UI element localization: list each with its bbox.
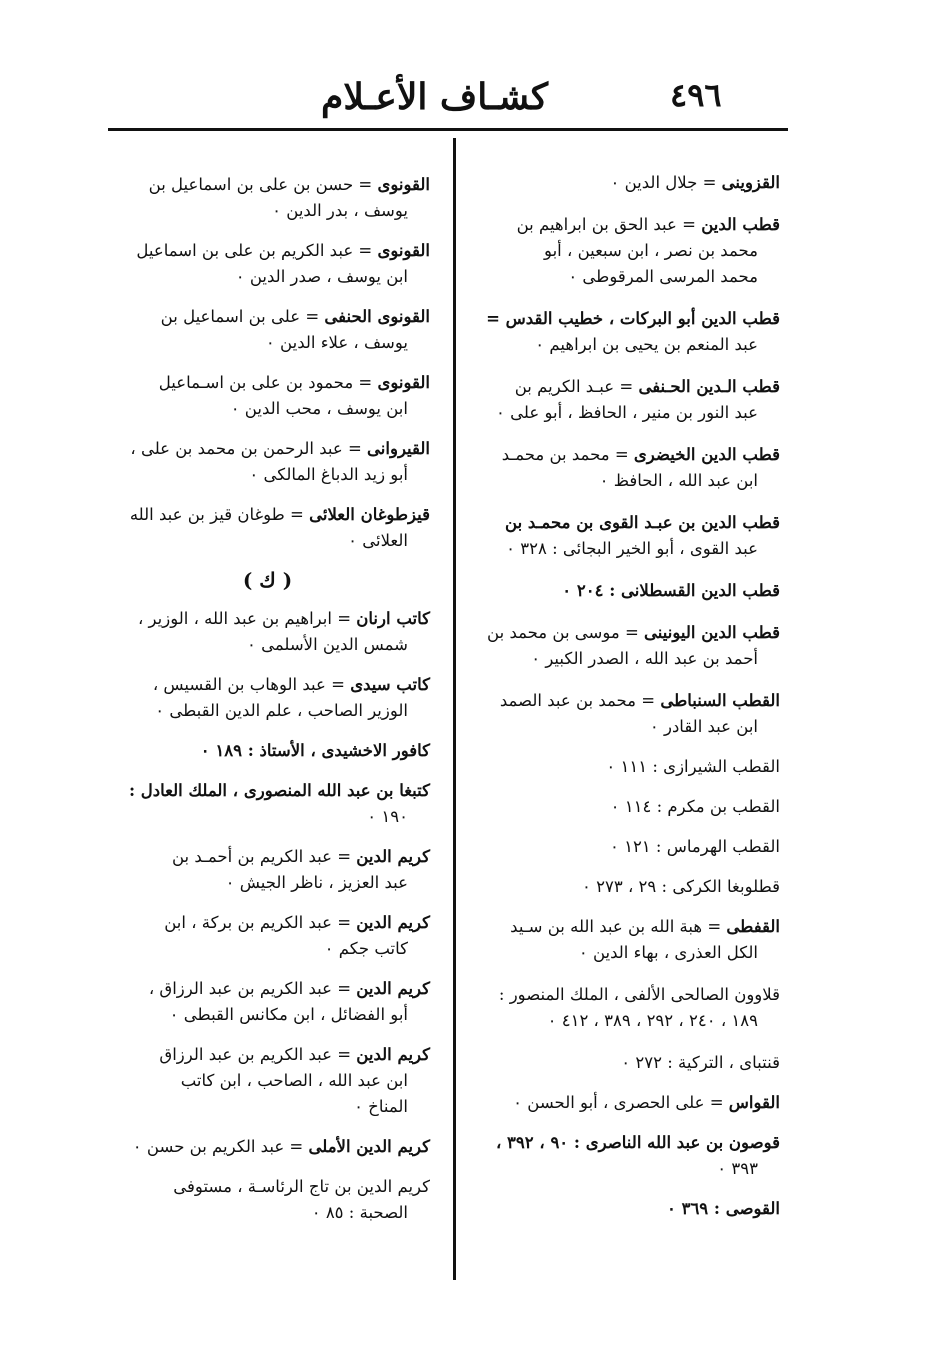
page-header [100, 70, 798, 130]
entry-text: = محمود بن على بن اسـماعيل [158, 373, 378, 392]
entry-first-line [458, 170, 780, 196]
entry-continuation: أبو زيد الدباغ المالكى ٠ [249, 465, 408, 484]
entry-text: = عبد الحق بن ابراهيم بن [516, 215, 702, 234]
entry-first-line [458, 794, 780, 820]
index-entry [458, 620, 780, 672]
entry-continuation: أبو الفضائل ، ابن مكانس القبطى ٠ [169, 1005, 408, 1024]
index-entry [105, 304, 430, 356]
entry-text: = موسى بن محمد بن [487, 623, 645, 642]
entry-first-line [458, 212, 780, 238]
entry-continuation: أحمد بن عبد الله ، الصدر الكبير ٠ [531, 649, 758, 668]
index-entry [458, 306, 780, 358]
entry-text: = عبـد الكريم بن [514, 377, 639, 396]
entry-text: القطب الشيرازى : ١١١ ٠ [606, 757, 780, 776]
entry-text: = طوغان قيز بن عبد الله [129, 505, 310, 524]
index-entry [105, 172, 430, 224]
entry-first-line [458, 834, 780, 860]
entry-first-line [458, 914, 780, 940]
entry-text: = عبد الرحمن بن محمد بن على ، [130, 439, 368, 458]
entry-text: = عبد الكريم بن أحمـد بن [171, 847, 357, 866]
entry-continuation: يوسف ، بدر الدين ٠ [272, 201, 408, 220]
index-entry [105, 1134, 430, 1160]
index-entry [105, 370, 430, 422]
entry-first-line [105, 238, 430, 264]
right-column [458, 170, 780, 1236]
entry-first-line [458, 874, 780, 900]
entry-first-line [458, 1130, 780, 1156]
entry-text: = عبد الوهاب بن القسيس ، [152, 675, 351, 694]
entry-text: = عبد الكريم بن حسن ٠ [132, 1137, 309, 1156]
entry-first-line [458, 578, 780, 604]
entry-heading: القوصى : ٣٦٩ ٠ [666, 1199, 780, 1218]
entry-continuation: شمس الدين الأسلمى ٠ [246, 635, 408, 654]
index-entry [458, 982, 780, 1034]
entry-first-line [105, 304, 430, 330]
entry-text: قطلوبغا الكركى : ٢٩ ، ٢٧٣ ٠ [582, 877, 780, 896]
entry-continuation: الكل العذرى ، بهاء الدين ٠ [578, 943, 758, 962]
index-entry [105, 976, 430, 1028]
entry-first-line [458, 688, 780, 714]
index-entry [105, 738, 430, 764]
entry-first-line [458, 374, 780, 400]
entry-heading: كافور الاخشيدى ، الأستاذ : ١٨٩ ٠ [200, 741, 430, 760]
entry-heading: قطب الدين القسطلانى : ٢٠٤ ٠ [562, 581, 780, 600]
index-entry [105, 778, 430, 830]
index-entry [458, 442, 780, 494]
index-entry [458, 1090, 780, 1116]
entry-continuation: محمد المرسى المرقوطى ٠ [568, 267, 758, 286]
left-column [105, 172, 430, 1240]
index-entry [105, 1174, 430, 1226]
entry-heading: كتبغا بن عبد الله المنصورى ، الملك العادل : [128, 781, 430, 800]
index-entry [458, 794, 780, 820]
index-entry [458, 754, 780, 780]
entry-first-line [458, 982, 780, 1008]
index-entry [458, 914, 780, 966]
entry-heading: كريم الدين [356, 913, 430, 932]
entry-text: = حسن بن على بن اسماعيل بن [148, 175, 378, 194]
section-heading: ( ك ) [242, 568, 293, 592]
entry-text: القطب الهرماس : ١٢١ ٠ [609, 837, 780, 856]
entry-first-line [105, 1042, 430, 1068]
entry-continuation: المناخ ٠ [354, 1097, 408, 1116]
entry-heading: القونوى [377, 241, 430, 260]
entry-heading: القواس [728, 1093, 780, 1112]
page-number: ٤٩٦ [670, 76, 722, 114]
index-entry [458, 688, 780, 740]
entry-heading: كريم الدين [356, 1045, 430, 1064]
entry-text: قنتباى ، التركية : ٢٧٢ ٠ [621, 1053, 780, 1072]
entry-first-line [105, 502, 430, 528]
entry-first-line [458, 306, 780, 332]
entry-continuation: عبد النور بن منير ، الحافظ ، أبو على ٠ [496, 403, 758, 422]
entry-first-line [458, 1196, 780, 1222]
entry-text: = ابراهيم بن عبد الله ، الوزير ، [137, 609, 357, 628]
entry-continuation: عبد المنعم بن يحيى بن ابراهيم ٠ [535, 335, 758, 354]
entry-heading: قوصون بن عبد الله الناصرى : ٩٠ ، ٣٩٢ ، [495, 1133, 780, 1152]
entry-text: = على بن اسماعيل بن [160, 307, 325, 326]
index-entry [458, 1130, 780, 1182]
entry-first-line [458, 754, 780, 780]
entry-continuation: يوسف ، علاء الدين ٠ [265, 333, 408, 352]
index-entry [458, 834, 780, 860]
entry-heading: القفطى [726, 917, 780, 936]
index-entry [105, 502, 430, 554]
entry-continuation: ١٩٠ ٠ [367, 807, 408, 826]
index-entry [458, 874, 780, 900]
entry-first-line [105, 738, 430, 764]
entry-first-line [105, 606, 430, 632]
entry-heading: القونوى الحنفى [324, 307, 430, 326]
index-entry [105, 606, 430, 658]
entry-first-line [458, 620, 780, 646]
entry-text: كريم الدين بن تاج الرئاسـة ، مستوفى [173, 1177, 430, 1196]
entry-text: = عبد الكريم بن عبد الرزاق ، [148, 979, 357, 998]
entry-heading: القيروانى [367, 439, 430, 458]
entry-first-line [105, 844, 430, 870]
entry-continuation: ابن يوسف ، محب الدين ٠ [230, 399, 408, 418]
entry-continuation: عبد العزيز ، ناظر الجيش ٠ [225, 873, 408, 892]
entry-continuation: الوزير الصاحب ، علم الدين القبطى ٠ [155, 701, 408, 720]
entry-heading: القطب السنباطى [660, 691, 780, 710]
entry-heading: قطب الدين اليونينى [644, 623, 780, 642]
entry-first-line [105, 172, 430, 198]
entry-first-line [105, 778, 430, 804]
entry-heading: قطب الـدين الحـنفى [638, 377, 780, 396]
entry-text: = عبد الكريم بن عبد الرزاق [159, 1045, 357, 1064]
entry-first-line [105, 1134, 430, 1160]
entry-heading: قطب الدين الخيضرى [633, 445, 780, 464]
entry-first-line [458, 442, 780, 468]
entry-text: = هبة الله بن عبد الله بن سـيد [510, 917, 727, 936]
entry-text: = محمد بن عبد الصمد [499, 691, 661, 710]
page-title: كشـاف الأعـلام [321, 76, 548, 118]
entry-heading: قيزطوغان العلائى [309, 505, 430, 524]
entry-heading: قطب الدين بن عبـد القوى بن محمـد بن [505, 513, 780, 532]
entry-text: = محمد بن محمـد [501, 445, 634, 464]
entry-first-line [105, 976, 430, 1002]
entry-text: = عبد الكريم بن بركة ، ابن [164, 913, 357, 932]
index-entry [105, 1042, 430, 1120]
entry-heading: كريم الدين الأملى [308, 1137, 430, 1156]
entry-continuation: كاتب جكم ٠ [324, 939, 408, 958]
entry-continuation: الصحبة : ٨٥ ٠ [311, 1203, 408, 1222]
entry-first-line [105, 436, 430, 462]
index-entry [458, 374, 780, 426]
index-entry [458, 170, 780, 196]
entry-heading: قطب الدين أبو البركات ، خطيب القدس = [486, 309, 780, 328]
index-entry [458, 510, 780, 562]
index-entry [105, 910, 430, 962]
entry-first-line [105, 672, 430, 698]
index-entry [105, 672, 430, 724]
index-entry [105, 844, 430, 896]
entry-text: = جلال الدين ٠ [610, 173, 722, 192]
entry-first-line [458, 1090, 780, 1116]
column-divider [453, 138, 456, 1280]
index-entry [105, 238, 430, 290]
header-rule [108, 128, 788, 131]
entry-heading: القزوينى [721, 173, 780, 192]
entry-heading: كاتب ارنان [356, 609, 430, 628]
entry-text: القطب بن مكرم : ١١٤ ٠ [610, 797, 780, 816]
index-entry [458, 1050, 780, 1076]
entry-continuation: ٣٩٣ ٠ [717, 1159, 758, 1178]
entry-heading: كاتب سيدى [350, 675, 430, 694]
entry-continuation: ابن يوسف ، صدر الدين ٠ [235, 267, 408, 286]
entry-first-line [458, 1050, 780, 1076]
entry-first-line [458, 510, 780, 536]
entry-heading: القونوى [377, 373, 430, 392]
entry-first-line [105, 910, 430, 936]
entry-continuation: محمد بن نصر ، ابن سبعين ، أبو [544, 241, 758, 260]
entry-continuation: عبد القوى ، أبو الخير البجائى : ٣٢٨ ٠ [506, 539, 758, 558]
entry-continuation: ابن عبد الله ، الصاحب ، ابن كاتب [180, 1071, 408, 1090]
entry-continuation: ابن عبد القادر ٠ [649, 717, 758, 736]
entry-heading: كريم الدين [356, 847, 430, 866]
entry-text: = على الحصرى ، أبو الحسن ٠ [513, 1093, 729, 1112]
index-entry [458, 1196, 780, 1222]
index-entry [105, 436, 430, 488]
entry-text: = عبد الكريم بن على بن اسماعيل [136, 241, 378, 260]
entry-continuation: ابن عبد الله ، الحافظ ٠ [599, 471, 758, 490]
index-entry [458, 212, 780, 290]
entry-text: قلاوون الصالحى الألفى ، الملك المنصور : [498, 985, 780, 1004]
entry-first-line [105, 1174, 430, 1200]
entry-heading: قطب الدين [701, 215, 780, 234]
entry-first-line [105, 370, 430, 396]
entry-heading: القونوى [377, 175, 430, 194]
entry-continuation: ١٨٩ ، ٢٤٠ ، ٢٩٢ ، ٣٨٩ ، ٤١٢ ٠ [547, 1011, 758, 1030]
entry-heading: كريم الدين [356, 979, 430, 998]
index-entry [458, 578, 780, 604]
entry-continuation: العلائى ٠ [348, 531, 408, 550]
